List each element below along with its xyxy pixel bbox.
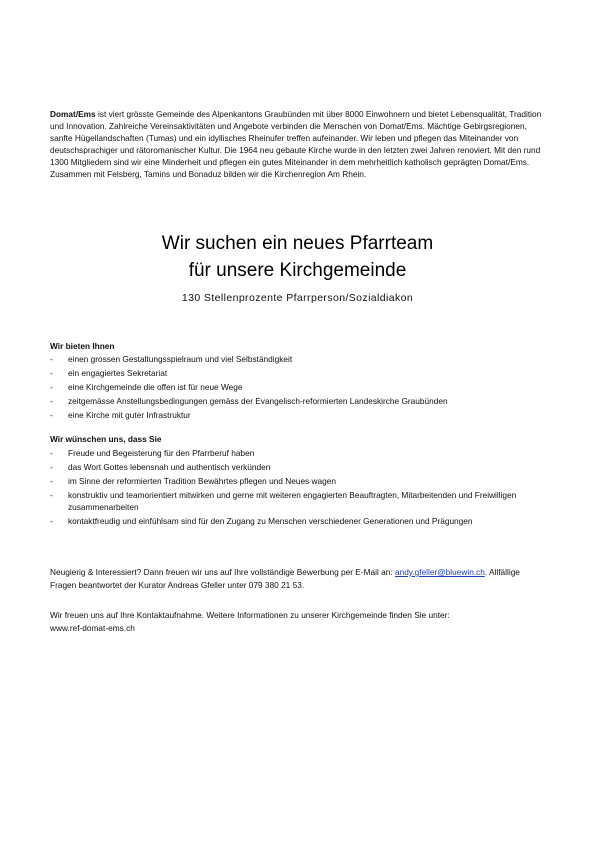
list-dash: - xyxy=(50,381,53,392)
offer-list xyxy=(50,353,545,423)
list-item: - einen grossen Gestaltungsspielraum und viel Selbständigkeit xyxy=(50,354,293,364)
list-item: - im Sinne der reformierten Tradition Bewährtes pflegen und Neues wagen xyxy=(50,475,336,486)
closing-text: Wir freuen uns auf Ihre Kontaktaufnahme. Weitere Informationen zu unserer Kirchgemeinde finden Sie unter: xyxy=(50,610,450,620)
website-url: www.ref-domat-ems.ch xyxy=(50,622,135,633)
intro-text: ist viert grösste Gemeinde des Alpenkantons Graubünden mit über 8000 Einwohnern und bietet Lebensqualität, Tradition und Innovation. Zahlreiche Vereinsaktivitäten und Angebote verbinden die Menschen von Domat/Ems. Mächtige Gebirgsregionen, sanfte Hügellandschaften (Tumas) und ein idyllisches Rheinufer treffen aufeinander. Wir leben und pflegen das Miteinander von deutschsprachiger und rätoromanischer Kultur. Die 1964 neu gebaute Kirche wurde in den letzten zwei Jahren renoviert. Mit den rund 1300 Mitgliedern sind wir eine Minderheit und pflegen ein gutes Miteinander in dem mehrheitlich katholisch geprägten Domat/Ems. Zusammen mit Felsberg, Tamins und Bonaduz bilden wir die Kirchenregion Am Rhein. xyxy=(50,109,542,180)
list-dash: - xyxy=(50,489,53,500)
list-item: - Freude und Begeisterung für den Pfarrberuf haben xyxy=(50,448,255,458)
list-dash: - xyxy=(50,395,53,406)
intro-place-name: Domat/Ems xyxy=(50,109,96,119)
wish-list xyxy=(50,447,545,529)
list-item: - ein engagiertes Sekretariat xyxy=(50,367,168,378)
list-dash: - xyxy=(50,475,53,486)
contact-text-after: . Allfällige Fragen beantwortet der Kurator Andreas Gfeller unter 079 380 21 53. xyxy=(50,567,520,590)
list-item: - eine Kirchgemeinde die offen ist für neue Wege xyxy=(50,381,243,392)
list-item: - das Wort Gottes lebensnah und authentisch verkünden xyxy=(50,461,271,472)
list-dash: - xyxy=(50,516,53,527)
list-dash: - xyxy=(50,461,53,472)
contact-email-link[interactable]: andy.gfeller@bluewin.ch xyxy=(394,567,485,577)
contact-paragraph xyxy=(50,566,545,591)
list-dash: - xyxy=(50,367,53,378)
list-dash: - xyxy=(50,448,53,458)
position-subheadline: 130 Stellenprozente Pfarrperson/Sozialdiakon xyxy=(181,292,414,304)
contact-text: Neugierig & Interessiert? Dann freuen wir uns auf Ihre vollständige Bewerbung per E-Mail an: xyxy=(50,567,395,577)
wish-section-title: Wir wünschen uns, dass Sie xyxy=(50,434,162,444)
list-dash: - xyxy=(50,409,53,420)
headline-line-2: für unsere Kirchgemeinde xyxy=(188,260,407,281)
list-item: - zeitgemässe Anstellungsbedingungen gemäss der Evangelisch-reformierten Landeskirche Graubünden xyxy=(50,395,448,406)
list-item: - kontaktfreudig und einfühlsam sind für den Zugang zu Menschen verschiedener Generationen und Prägungen xyxy=(50,516,473,527)
list-item: - konstruktiv und teamorientiert mitwirken und gerne mit weiteren engagierten Beauftragten, Mitarbeitenden und Freiwilligen zusammenarbeiten xyxy=(50,489,517,513)
closing-paragraph xyxy=(50,609,545,634)
headline-line-1: Wir suchen ein neues Pfarrteam xyxy=(161,233,434,254)
intro-paragraph xyxy=(50,108,546,181)
list-dash: - xyxy=(50,354,53,364)
offer-section-title: Wir bieten Ihnen xyxy=(50,341,115,351)
list-item: - eine Kirche mit guter Infrastruktur xyxy=(50,409,191,420)
